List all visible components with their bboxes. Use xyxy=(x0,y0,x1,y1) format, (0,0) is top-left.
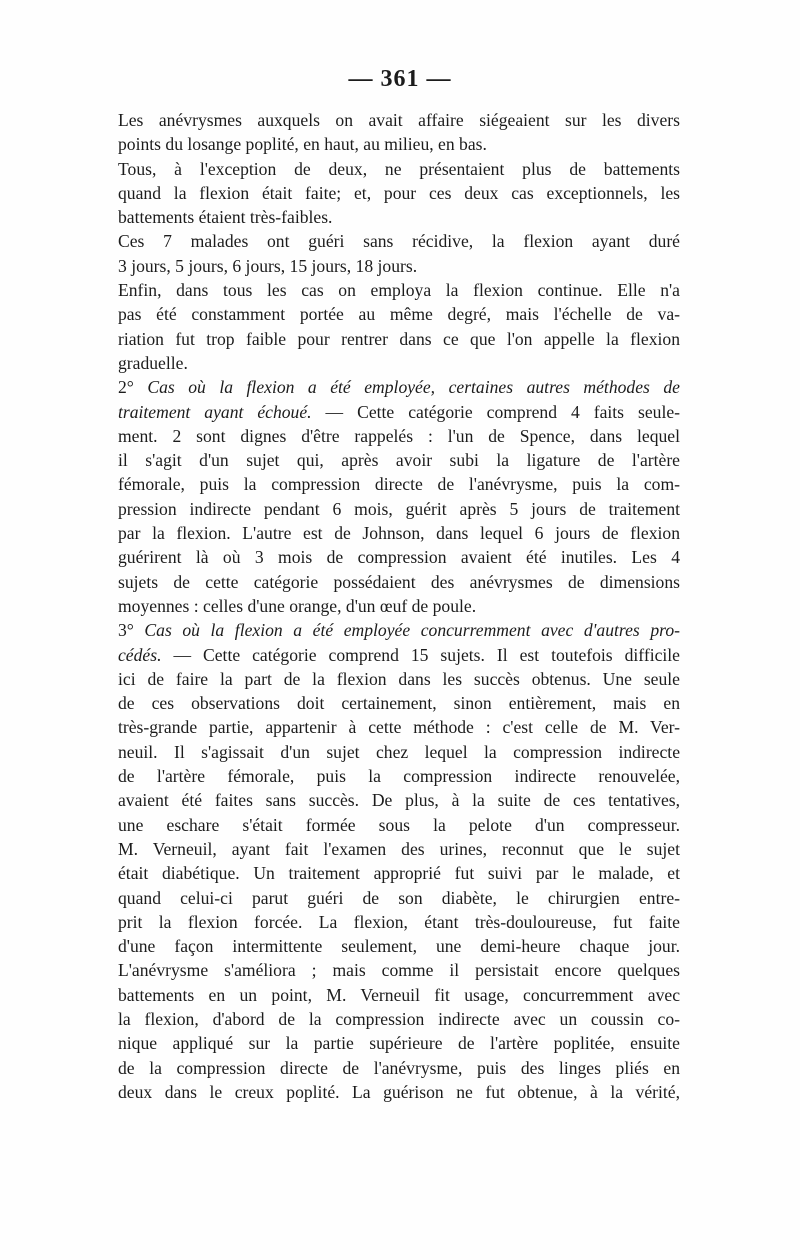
section-heading-italic: traitement ayant échoué. xyxy=(118,401,312,422)
text-line: Ces 7 malades ont guéri sans récidive, la flexion ayant duré xyxy=(118,231,680,252)
section-heading-italic: Cas où la flexion a été employée, certaines autres méthodes de xyxy=(147,377,680,398)
section-heading-rest: — Cette catégorie comprend 15 sujets. Il est toutefois difficile xyxy=(173,644,680,665)
text-line: moyennes : celles d'une orange, d'un œuf de poule. xyxy=(118,595,477,616)
text-line: par la flexion. L'autre est de Johnson, dans lequel 6 jours de flexion xyxy=(118,523,680,544)
text-line: pression indirecte pendant 6 mois, guérit après 5 jours de traitement xyxy=(118,498,680,519)
text-line: battements en un point, M. Verneuil fit usage, concurremment avec xyxy=(118,984,680,1005)
text-line: points du losange poplité, en haut, au milieu, en bas. xyxy=(118,134,487,155)
text-line: ment. 2 sont dignes d'être rappelés : l'un de Spence, dans lequel xyxy=(118,425,680,446)
section-heading-rest: — Cette catégorie comprend 4 faits seule- xyxy=(325,401,680,422)
text-line: fémorale, puis la compression directe de l'anévrysme, puis la com- xyxy=(118,474,680,495)
text-line: il s'agit d'un sujet qui, après avoir subi la ligature de l'artère xyxy=(118,450,680,471)
text-line: M. Verneuil, ayant fait l'examen des urines, reconnut que le sujet xyxy=(118,838,680,859)
section-number: 3° xyxy=(118,620,134,641)
section-heading-line xyxy=(96,618,680,642)
section-heading-line xyxy=(96,400,680,424)
section-number: 2° xyxy=(118,377,134,398)
text-line: de ces observations doit certainement, sinon entièrement, mais en xyxy=(118,693,680,714)
section-heading-italic: cédés. xyxy=(118,644,162,665)
body-text xyxy=(96,108,680,1104)
text-line: pas été constamment portée au même degré, mais l'échelle de va- xyxy=(118,304,680,325)
paragraph-2 xyxy=(96,157,680,230)
text-line: guérirent là où 3 mois de compression avaient été inutiles. Les 4 xyxy=(118,547,680,568)
text-line: quand la flexion était faite; et, pour ces deux cas exceptionnels, les xyxy=(118,182,680,203)
paragraph-4 xyxy=(96,278,680,375)
text-line: deux dans le creux poplité. La guérison ne fut obtenue, à la vérité, xyxy=(118,1081,680,1102)
text-line: battements étaient très-faibles. xyxy=(118,207,333,228)
text-line: d'une façon intermittente seulement, une demi-heure chaque jour. xyxy=(118,936,680,957)
paragraph-1 xyxy=(96,108,680,157)
text-line: Enfin, dans tous les cas on employa la flexion continue. Elle n'a xyxy=(118,280,680,301)
text-line: riation fut trop faible pour rentrer dans ce que l'on appelle la flexion xyxy=(118,328,680,349)
section-heading-italic: Cas où la flexion a été employée concurremment avec d'autres pro- xyxy=(144,620,680,641)
text-line: quand celui-ci parut guéri de son diabète, le chirurgien entre- xyxy=(118,887,680,908)
text-line: nique appliqué sur la partie supérieure de l'artère poplitée, ensuite xyxy=(118,1033,680,1054)
text-line: Les anévrysmes auxquels on avait affaire siégeaient sur les divers xyxy=(118,110,680,130)
text-line: très-grande partie, appartenir à cette méthode : c'est celle de M. Ver- xyxy=(118,717,680,738)
text-line: prit la flexion forcée. La flexion, étant très-douloureuse, fut faite xyxy=(118,911,680,932)
text-line: la flexion, d'abord de la compression indirecte avec un coussin co- xyxy=(118,1008,680,1029)
text-line: 3 jours, 5 jours, 6 jours, 15 jours, 18 jours. xyxy=(118,255,418,276)
text-line: sujets de cette catégorie possédaient des anévrysmes de dimensions xyxy=(118,571,680,592)
text-line: neuil. Il s'agissait d'un sujet chez lequel la compression indirecte xyxy=(118,741,680,762)
paragraph-3 xyxy=(96,229,680,278)
paragraph-section-2 xyxy=(96,375,680,618)
section-heading-line xyxy=(96,643,680,667)
text-line: une eschare s'était formée sous la pelote d'un compresseur. xyxy=(118,814,680,835)
text-line: était diabétique. Un traitement approprié fut suivi par le malade, et xyxy=(118,863,680,884)
paragraph-section-3 xyxy=(96,618,680,1104)
text-line: de la compression directe de l'anévrysme, puis des linges pliés en xyxy=(118,1057,680,1078)
text-line: de l'artère fémorale, puis la compression indirecte renouvelée, xyxy=(118,766,680,787)
text-line: ici de faire la part de la flexion dans les succès obtenus. Une seule xyxy=(118,668,680,689)
section-heading-line xyxy=(96,375,680,399)
page-number: — 361 — xyxy=(348,66,452,92)
text-line: graduelle. xyxy=(118,352,188,373)
text-line: Tous, à l'exception de deux, ne présentaient plus de battements xyxy=(118,158,680,179)
text-line: L'anévrysme s'améliora ; mais comme il persistait encore quelques xyxy=(118,960,680,981)
text-line: avaient été faites sans succès. De plus, à la suite de ces tentatives, xyxy=(118,790,680,811)
